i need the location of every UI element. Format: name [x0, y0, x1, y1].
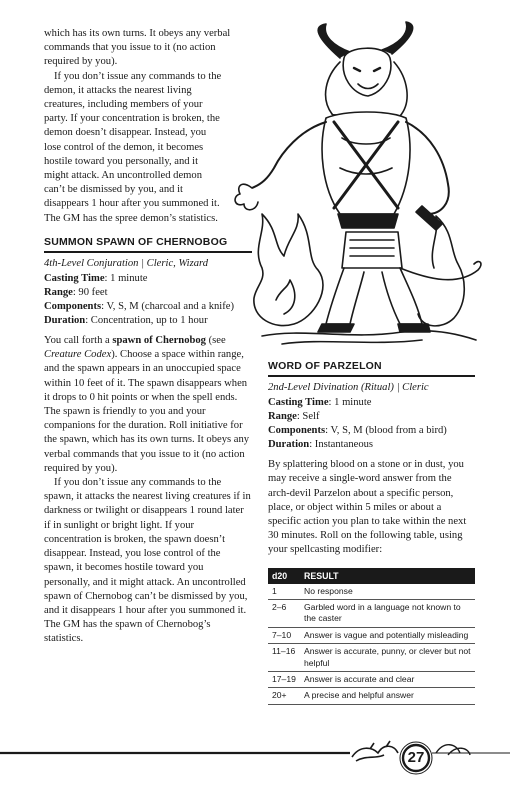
left-column	[44, 27, 252, 647]
spell-description: By splattering blood on a stone or in dust, you may receive a single-word answer from the arch-devil Parzelon about a specific person, place, or object within 5 miles or about a specific action you plan to take within the next 30 minutes. Roll on the following table, using your spellcasting modifier:	[268, 459, 467, 556]
components: Components: V, S, M (blood from a bird)	[268, 425, 447, 437]
range: Range: 90 feet	[44, 287, 108, 299]
minotaur-demon-illustration	[222, 18, 492, 348]
dragon-ornament-icon	[352, 741, 398, 761]
spell-description-2: If you don’t issue any commands to the spawn, it attacks the nearest living creatures if in darkness or twilight or disappears 1 round later if in sunlight or bright light. If your concentration is broken, the spawn doesn’t disappear. Instead, you lose control of the spawn, it becomes hostile toward you personally, and it might attack. An uncontrolled spawn of Chernobog can’t be dismissed by you, and it disappears 1 hour after you summoned it. The GM has the spawn of Chernobog’s statistics.	[44, 477, 251, 645]
page-number: 27	[407, 749, 425, 766]
table-row: 11–16 Answer is accurate, punny, or clever but not helpful	[268, 644, 475, 672]
table-header-d20: d20	[268, 568, 300, 584]
range: Range: Self	[268, 411, 320, 423]
table-header-result: RESULT	[300, 568, 475, 584]
table-row: 1 No response	[268, 584, 475, 600]
components: Components: V, S, M (charcoal and a knife)	[44, 301, 234, 313]
table-row: 7–10 Answer is vague and potentially misleading	[268, 627, 475, 643]
duration: Duration: Concentration, up to 1 hour	[44, 315, 208, 327]
duration: Duration: Instantaneous	[268, 439, 374, 451]
spell-description-1: You call forth a spawn of Chernobog (see Creature Codex). Choose a space within range, and the spawn appears in an unoccupied space within 10 feet of it. The spawn disappears when it drops to 0 hit points or when the spell ends. The spawn is friendly to you and your companions for the duration. Roll initiative for the spawn, which has its own turns. It obeys any verbal commands that you issue to it (no action required by you).	[44, 335, 250, 474]
right-column	[268, 360, 475, 705]
table-row: 20+ A precise and helpful answer	[268, 688, 475, 704]
casting-time: Casting Time: 1 minute	[268, 397, 372, 409]
spell-subtitle: 2nd-Level Divination (Ritual) | Cleric	[268, 382, 429, 393]
casting-time: Casting Time: 1 minute	[44, 273, 148, 285]
result-table	[268, 568, 475, 705]
spell-heading-summon-spawn: SUMMON SPAWN OF CHERNOBOG	[44, 236, 252, 253]
intro-paragraph-1: which has its own turns. It obeys any verbal commands that you issue to it (no action required by you).	[44, 28, 231, 68]
spell-subtitle: 4th-Level Conjuration | Cleric, Wizard	[44, 257, 209, 269]
table-row: 2–6 Garbled word in a language not known to the caster	[268, 600, 475, 628]
intro-paragraph-2: If you don’t issue any commands to the demon, it attacks the nearest living creatures, including members of your party. If your concentration is broken, the demon doesn’t disappear. Instead, you lose control of the demon, it becomes hostile toward you personally, and it might attack. An uncontrolled demon can’t be dismissed by you, and it disappears 1 hour after you summoned it. The GM has the spree demon’s statistics.	[44, 70, 222, 224]
table-row: 17–19 Answer is accurate and clear	[268, 672, 475, 688]
spell-heading-word-of-parzelon: WORD OF PARZELON	[268, 360, 475, 377]
table-header-row	[268, 568, 475, 584]
footer-ornament	[0, 735, 510, 775]
